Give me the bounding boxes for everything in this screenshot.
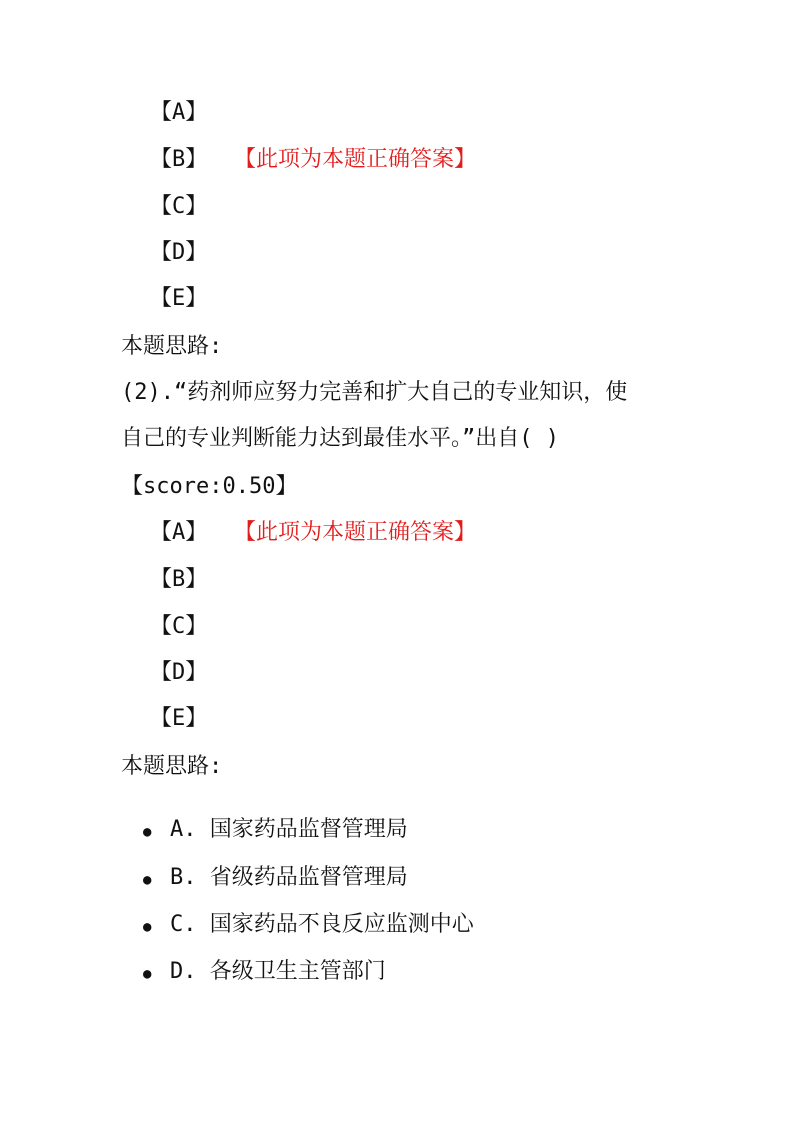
q1-option-b: 【B】	[150, 147, 208, 172]
q2-option-e: 【E】	[150, 706, 208, 731]
bullet-icon: ●	[143, 966, 152, 982]
q2-stem-line-2: 自己的专业判断能力达到最佳水平。”出自( )	[121, 426, 559, 451]
q2-score: 【score:0.50】	[121, 474, 298, 499]
q1-option-c: 【C】	[150, 194, 208, 219]
choice-item-d: D. 各级卫生主管部门	[170, 959, 386, 984]
q2-option-a: 【A】	[150, 520, 208, 545]
q2-stem-line-1: (2).“药剂师应努力完善和扩大自己的专业知识，使	[121, 380, 628, 405]
q2-option-d: 【D】	[150, 660, 208, 685]
q2-analysis-label: 本题思路:	[121, 754, 223, 779]
q1-option-d: 【D】	[150, 240, 208, 265]
q1-option-e: 【E】	[150, 286, 208, 311]
q2-option-b: 【B】	[150, 567, 208, 592]
q2-option-c: 【C】	[150, 614, 208, 639]
q1-option-a: 【A】	[150, 100, 208, 125]
bullet-icon: ●	[143, 824, 152, 840]
choice-item-c: C. 国家药品不良反应监测中心	[170, 912, 474, 937]
q1-analysis-label: 本题思路:	[121, 334, 223, 359]
choice-item-a: A. 国家药品监督管理局	[170, 817, 408, 842]
bullet-icon: ●	[143, 872, 152, 888]
q2-correct-answer-mark: 【此项为本题正确答案】	[234, 520, 477, 545]
bullet-icon: ●	[143, 919, 152, 935]
choice-item-b: B. 省级药品监督管理局	[170, 865, 408, 890]
q1-correct-answer-mark: 【此项为本题正确答案】	[234, 147, 477, 172]
